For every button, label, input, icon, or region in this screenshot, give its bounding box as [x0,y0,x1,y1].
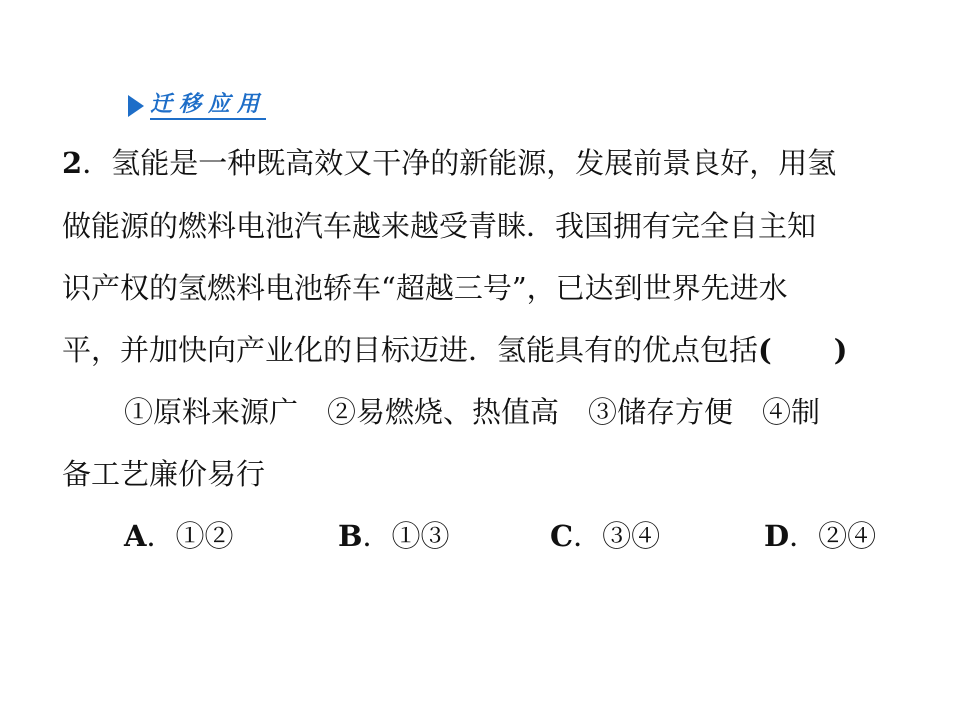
play-arrow-icon [128,95,144,117]
statements-line-1 [124,392,820,432]
question-text-3: 识产权的氢燃料电池轿车“超越三号”，已达到世界先进水 [62,271,788,305]
option-d-letter: D [764,519,790,553]
section-badge-label: 迁移应用 [150,93,266,120]
option-c-letter: C [550,519,574,553]
option-a-letter: A [124,519,147,553]
question-line-2 [62,206,816,246]
question-line-4 [62,330,847,370]
option-b-text: ．①③ [362,519,450,553]
option-d-text: ．②④ [789,519,877,553]
option-b[interactable] [338,516,450,556]
section-badge [128,92,266,120]
statements-text-2: 备工艺廉价易行 [62,457,266,491]
statements-line-2 [62,454,265,494]
option-c-text: ．③④ [573,519,661,553]
question-number: 2 [62,146,83,180]
answer-paren-close: ) [833,333,848,367]
option-c[interactable] [550,516,660,556]
option-a-text: ．①② [146,519,234,553]
option-d[interactable] [764,516,876,556]
question-text-2: 做能源的燃料电池汽车越来越受青睐．我国拥有完全自主知 [62,209,817,243]
question-text-4: 平，并加快向产业化的目标迈进．氢能具有的优点包括 [62,333,759,367]
option-a[interactable] [124,516,234,556]
option-b-letter: B [338,519,363,553]
question-line-3 [62,268,788,308]
question-text-1: ．氢能是一种既高效又干净的新能源，发展前景良好，用氢 [82,146,837,180]
statements-text-1: ①原料来源广 ②易燃烧、热值高 ③储存方便 ④制 [124,395,821,429]
answer-paren-open: ( [758,333,772,367]
question-line-1 [62,143,836,183]
